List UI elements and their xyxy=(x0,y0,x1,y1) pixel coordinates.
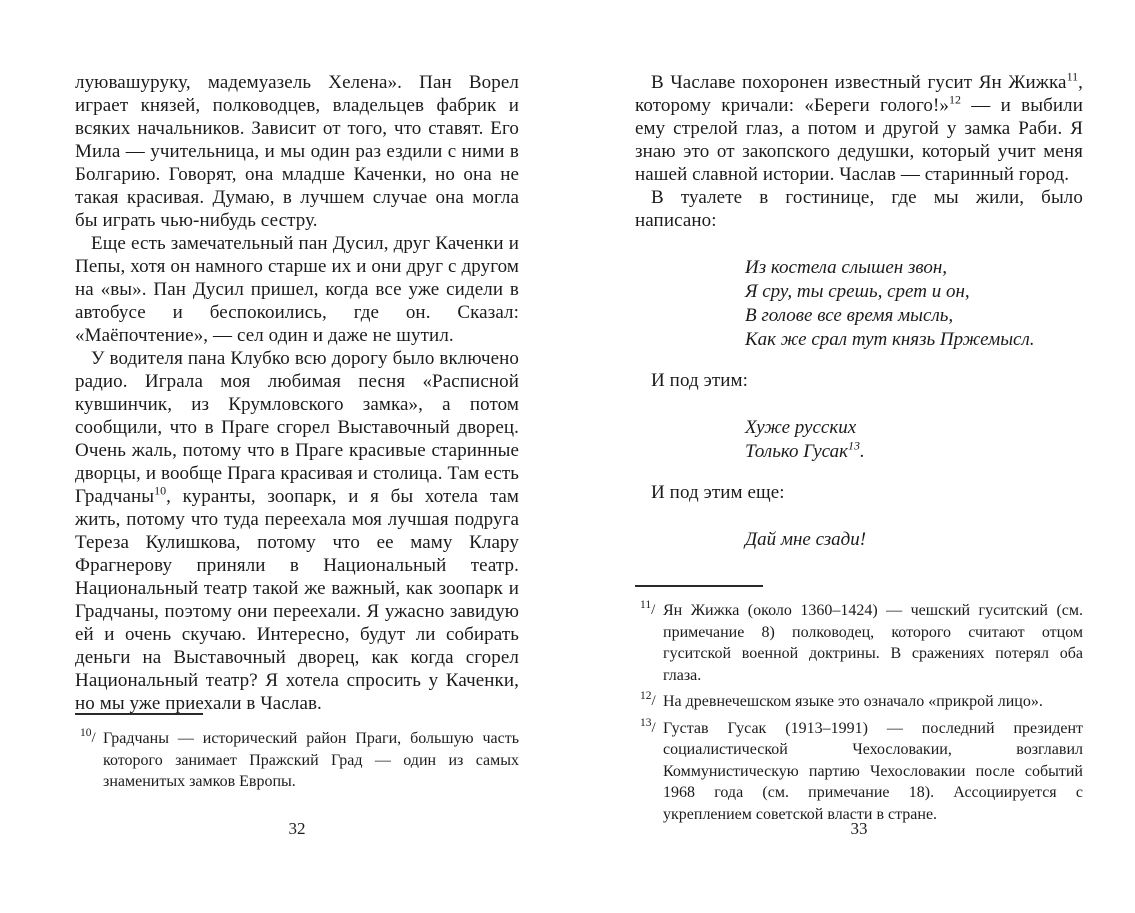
footnote-list xyxy=(75,728,519,793)
footnote-ref: 10 xyxy=(154,483,167,498)
paragraph: У водителя пана Клубко всю дорогу было включено радио. Играла моя любимая песня «Расписной кувшинчик, из Крумловского замка», а потом сообщили, что в Праге сгорел Выставочный дворец. Очень жаль, потому что в Праге красивые старинные дворцы, и вообще Прага красивая и столица. Там есть Градчаны$^{10}$, куранты, зоопарк, и я бы хотела там жить, потому что туда переехала моя лучшая подруга Тереза Кулишкова, потому что ее маму Клару Фрагнерову приняли в Национальный театр. Национальный театр такой же важный, как зоопарк и Градчаны, поэтому они переехали. Я ужасно завидую ей и очень скучаю. Интересно, будут ли собирать деньги на Выставочный дворец, как когда сгорел Национальный театр? Я хотела спросить у Каченки, но мы уже приехали в Часлав. xyxy=(75,348,519,714)
footnote-marker-slash: / xyxy=(651,719,656,736)
verse-line: Хуже русских xyxy=(745,417,857,438)
footnote-section xyxy=(635,585,1083,825)
page-number: 33 xyxy=(850,819,868,838)
footnote-marker-number: 13 xyxy=(640,716,652,729)
footnote-marker-slash: / xyxy=(651,602,656,618)
paragraph: Еще есть замечательный пан Дусил, друг Каченки и Пепы, хотя он намного старше их и они друг с другом на «вы». Пан Дусил пришел, когда все уже сидели в автобусе и беспокоились, где он. Сказал: «Маёпочтение», — сел один и даже не шутил. xyxy=(75,233,519,346)
footnote-rule xyxy=(635,585,763,587)
footnote-marker-number: 11 xyxy=(640,599,652,611)
page-number: 32 xyxy=(288,819,306,838)
footnote xyxy=(635,600,1083,686)
footnote-text: Градчаны — исторический район Праги, большую часть которого занимает Пражский Град — один из самых знаменитых замков Европы. xyxy=(103,730,519,790)
page-32-body xyxy=(75,71,519,715)
paragraph: луювашуруку, мадемуазель Хелена». Пан Ворел играет князей, полководцев, владельцев фабрик и всяких начальников. Зависит от того, что ставят. Его Мила — учительница, и мы один раз ездили с ними в Болгарию. Говорят, она младше Каченки, но она не такая красивая. Думаю, в лучшем случае она могла бы играть чью-нибудь сестру. xyxy=(75,72,519,231)
footnote-list xyxy=(635,600,1083,825)
page-33-body xyxy=(635,71,1083,552)
paragraph: В туалете в гостинице, где мы жили, было написано: xyxy=(635,187,1083,231)
verse-line: Дай мне сзади! xyxy=(745,529,867,550)
footnote-marker-slash: / xyxy=(651,693,656,709)
footnote-text: На древнечешском языке это означало «прикрой лицо». xyxy=(663,693,1043,710)
footnote xyxy=(635,691,1083,713)
verse-intro-label: И под этим: xyxy=(651,370,749,391)
verse-line: В голове все время мысль, xyxy=(745,305,954,326)
footnote-text: Густав Гусак (1913–1991) — последний президент социалистической Чехословакии, возглавил Коммунистическую партию Чехословакии после событий 1968 года (см. примечание 18). Ассоциируется с укреплением советской власти в стране. xyxy=(663,719,1083,823)
footnote-ref: 11 xyxy=(1066,69,1079,84)
footnote xyxy=(635,718,1083,826)
footnote-section xyxy=(75,713,519,793)
verse-block xyxy=(745,528,1083,552)
footnote-marker-number: 12 xyxy=(640,690,652,702)
footnote-marker xyxy=(640,718,656,740)
page-32 xyxy=(75,0,519,913)
verse-line: Я сру, ты срешь, срет и он, xyxy=(745,281,970,302)
footnote-ref: 12 xyxy=(949,92,962,107)
verse-intro-label: И под этим еще: xyxy=(651,482,785,503)
paragraph: В Чаславе похоронен известный гусит Ян Жижка$^{11}$, которому кричали: «Береги голого!»$^{12}$ — и выбили ему стрелой глаз, а потом и другой у замка Раби. Я знаю это от закопского дедушки, который учит меня нашей славной истории. Часлав — старинный город. xyxy=(635,69,1083,185)
footnote-marker-slash: / xyxy=(91,730,96,746)
footnote-ref: 13 xyxy=(848,438,861,453)
footnote xyxy=(75,728,519,793)
verse-line: Только Гусак$^{13}$. xyxy=(745,438,865,462)
footnote-marker-number: 10 xyxy=(80,727,92,739)
page-33 xyxy=(635,0,1083,913)
footnote-marker xyxy=(640,600,655,622)
verse-line: Из костела слышен звон, xyxy=(745,257,948,278)
footnote-marker xyxy=(80,728,96,750)
footnote-text: Ян Жижка (около 1360–1424) — чешский гуситский (см. примечание 8) полководец, которого считают отцом гуситской военной доктрины. В сражениях потерял оба глаза. xyxy=(663,602,1083,684)
footnote-marker xyxy=(640,691,656,713)
verse-line: Как же срал тут князь Пржемысл. xyxy=(745,329,1035,350)
verse-block xyxy=(745,416,1083,464)
footnote-rule xyxy=(75,713,203,715)
verse-block xyxy=(745,256,1083,352)
